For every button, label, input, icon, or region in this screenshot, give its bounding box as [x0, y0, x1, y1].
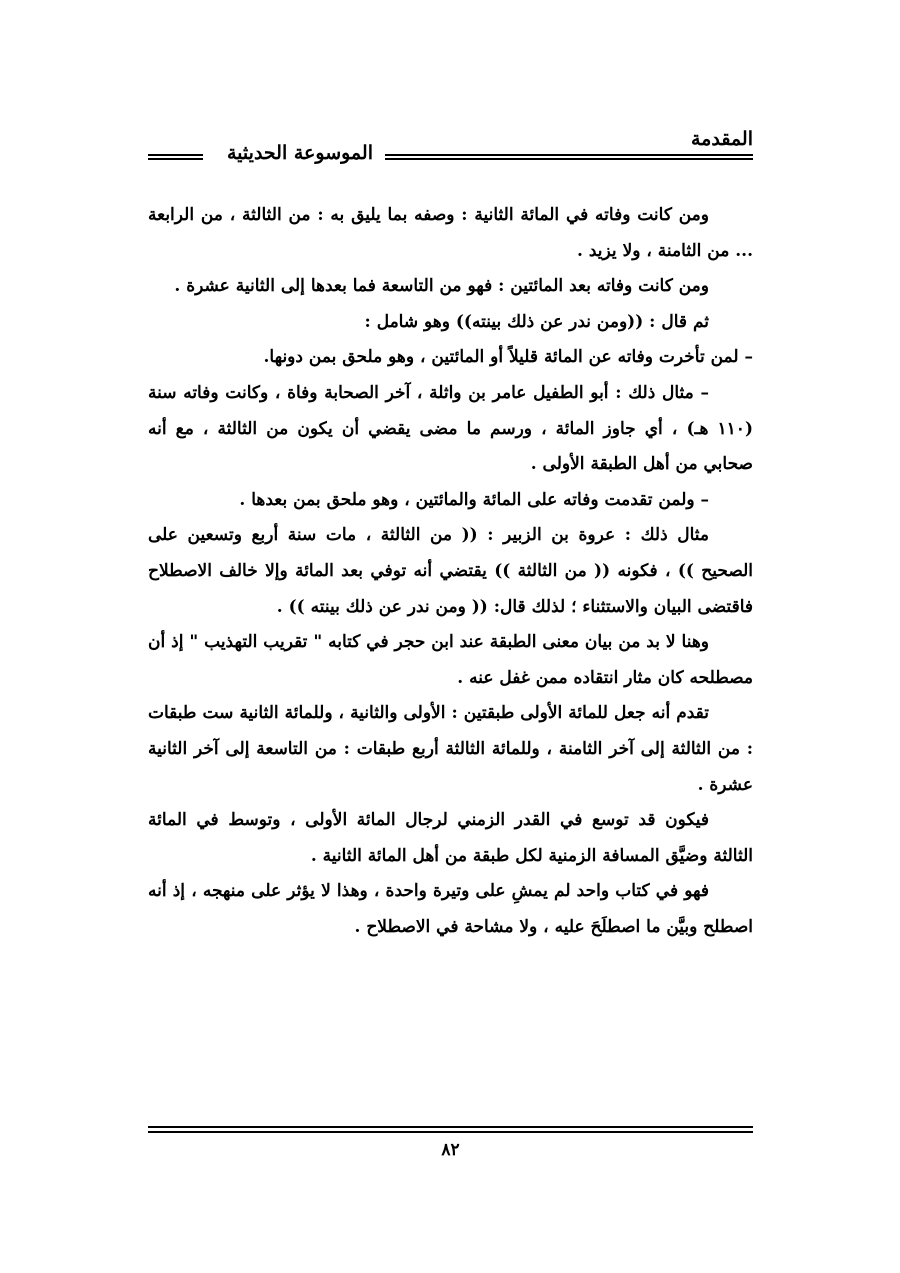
footer-rule: [148, 1126, 753, 1128]
header-short-rule: [148, 154, 203, 156]
paragraph: ثم قال : ((ومن ندر عن ذلك بينته)) وهو شامل :: [364, 311, 709, 332]
paragraph: – مثال ذلك : أبو الطفيل عامر بن واثلة ، آخر الصحابة وفاة ، وكانت وفاته سنة (١١٠ هـ) ، أي جاوز المائة ، ورسم ما مضى يقضي أن يكون من الثالثة ، مع أنه صحابي من أهل الطبقة الأولى .: [148, 382, 753, 475]
paragraph: فيكون قد توسع في القدر الزمني لرجال المائة الأولى ، وتوسط في المائة الثالثة وضيَّق المسافة الزمنية لكل طبقة من أهل المائة الثانية .: [148, 810, 753, 866]
paragraph: مثال ذلك : عروة بن الزبير : (( من الثالثة ، مات سنة أربع وتسعين على الصحيح )) ، فكونه (( من الثالثة )) يقتضي أنه توفي بعد المائة وإلا خالف الاصطلاح فاقتضى البيان والاستثناء ؛ لذلك قال: (( ومن ندر عن ذلك بينته )) .: [148, 525, 753, 617]
page-header: [148, 120, 753, 172]
section-title: المقدمة: [690, 128, 753, 150]
header-short-rule: [148, 158, 203, 160]
paragraph: تقدم أنه جعل للمائة الأولى طبقتين : الأولى والثانية ، وللمائة الثانية ست طبقات : من الثالثة إلى آخر الثامنة ، وللمائة الثالثة أربع طبقات : من التاسعة إلى آخر الثانية عشرة .: [148, 703, 753, 795]
paragraph: ومن كانت وفاته بعد المائتين : فهو من التاسعة فما بعدها إلى الثانية عشرة .: [174, 276, 709, 297]
paragraph: وهنا لا بد من بيان معنى الطبقة عند ابن حجر في كتابه " تقريب التهذيب " إذ أن مصطلحه كان مثار انتقاده ممن غفل عنه .: [148, 632, 753, 688]
book-title: الموسوعة الحديثية: [227, 142, 373, 164]
paragraph: ومن كانت وفاته في المائة الثانية : وصفه بما يليق به : من الثالثة ، من الرابعة ... من الثامنة ، ولا يزيد .: [148, 205, 753, 261]
page-body: [148, 198, 753, 945]
paragraph: – ولمن تقدمت وفاته على المائة والمائتين ، وهو ملحق بمن بعدها .: [239, 489, 709, 510]
paragraph: – لمن تأخرت وفاته عن المائة قليلاً أو المائتين ، وهو ملحق بمن دونها.: [263, 347, 753, 368]
footer-rule: [148, 1131, 753, 1133]
paragraph: فهو في كتاب واحد لم يمشِ على وتيرة واحدة ، وهذا لا يؤثر على منهجه ، إذ أنه اصطلح وبيَّن ما اصطلَحَ عليه ، ولا مشاحة في الاصطلاح .: [148, 881, 753, 937]
document-page: [148, 120, 753, 1160]
header-rule: [385, 154, 753, 156]
header-rule: [385, 158, 753, 160]
page-number: ٨٢: [441, 1140, 460, 1160]
